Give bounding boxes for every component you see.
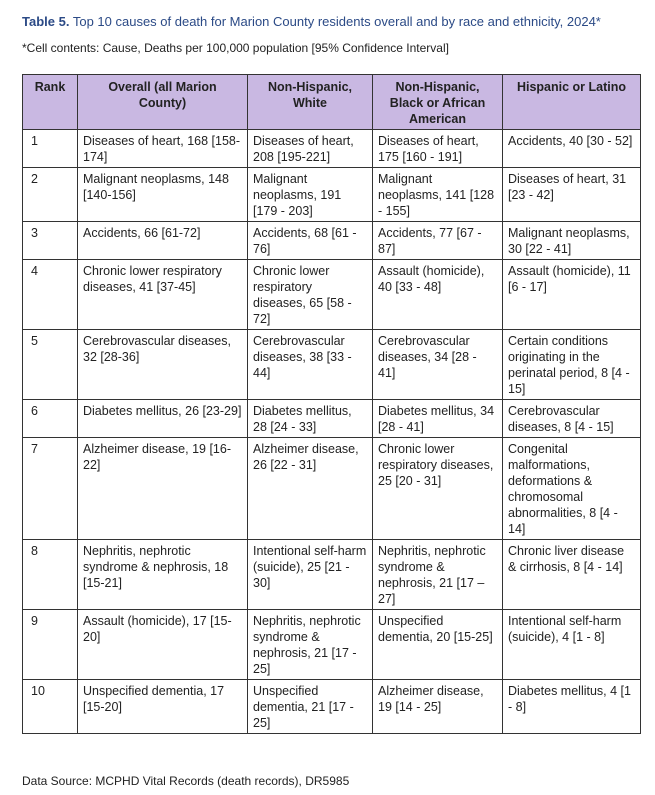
black-cell: Diabetes mellitus, 34 [28 - 41] xyxy=(373,400,503,438)
black-cell: Chronic lower respiratory diseases, 25 [20 - 31] xyxy=(373,438,503,540)
rank-cell: 4 xyxy=(23,260,78,330)
white-cell: Intentional self-harm (suicide), 25 [21 - 30] xyxy=(248,540,373,610)
rank-cell: 7 xyxy=(23,438,78,540)
header-non-hispanic-black: Non-Hispanic, Black or African American xyxy=(373,75,503,130)
table-row xyxy=(23,438,641,540)
black-cell: Diseases of heart, 175 [160 - 191] xyxy=(373,130,503,168)
rank-cell: 2 xyxy=(23,168,78,222)
table-row xyxy=(23,260,641,330)
overall-cell: Accidents, 66 [61-72] xyxy=(78,222,248,260)
white-cell: Nephritis, nephrotic syndrome & nephrosis, 21 [17 - 25] xyxy=(248,610,373,680)
black-cell: Alzheimer disease, 19 [14 - 25] xyxy=(373,680,503,734)
overall-cell: Cerebrovascular diseases, 32 [28-36] xyxy=(78,330,248,400)
overall-cell: Chronic lower respiratory diseases, 41 [37-45] xyxy=(78,260,248,330)
black-cell: Cerebrovascular diseases, 34 [28 - 41] xyxy=(373,330,503,400)
rank-cell: 5 xyxy=(23,330,78,400)
hispanic-cell: Assault (homicide), 11 [6 - 17] xyxy=(503,260,641,330)
table-body xyxy=(23,130,641,734)
overall-cell: Malignant neoplasms, 148 [140-156] xyxy=(78,168,248,222)
table-header-row xyxy=(23,75,641,130)
white-cell: Malignant neoplasms, 191 [179 - 203] xyxy=(248,168,373,222)
hispanic-cell: Certain conditions originating in the perinatal period, 8 [4 - 15] xyxy=(503,330,641,400)
rank-cell: 10 xyxy=(23,680,78,734)
header-rank: Rank xyxy=(23,75,78,130)
hispanic-cell: Malignant neoplasms, 30 [22 - 41] xyxy=(503,222,641,260)
header-non-hispanic-white: Non-Hispanic, White xyxy=(248,75,373,130)
table-row xyxy=(23,130,641,168)
hispanic-cell: Cerebrovascular diseases, 8 [4 - 15] xyxy=(503,400,641,438)
white-cell: Diseases of heart, 208 [195-221] xyxy=(248,130,373,168)
black-cell: Nephritis, nephrotic syndrome & nephrosis, 21 [17 – 27] xyxy=(373,540,503,610)
table-row xyxy=(23,400,641,438)
table-row xyxy=(23,330,641,400)
causes-of-death-table xyxy=(22,74,641,734)
table-row xyxy=(23,168,641,222)
rank-cell: 1 xyxy=(23,130,78,168)
header-overall: Overall (all Marion County) xyxy=(78,75,248,130)
rank-cell: 3 xyxy=(23,222,78,260)
overall-cell: Diseases of heart, 168 [158-174] xyxy=(78,130,248,168)
overall-cell: Diabetes mellitus, 26 [23-29] xyxy=(78,400,248,438)
overall-cell: Alzheimer disease, 19 [16-22] xyxy=(78,438,248,540)
table-row xyxy=(23,680,641,734)
black-cell: Accidents, 77 [67 - 87] xyxy=(373,222,503,260)
white-cell: Accidents, 68 [61 - 76] xyxy=(248,222,373,260)
table-caption-text: Top 10 causes of death for Marion County residents overall and by race and ethnicity, 2024* xyxy=(72,14,601,29)
hispanic-cell: Diseases of heart, 31 [23 - 42] xyxy=(503,168,641,222)
rank-cell: 6 xyxy=(23,400,78,438)
white-cell: Chronic lower respiratory diseases, 65 [58 - 72] xyxy=(248,260,373,330)
hispanic-cell: Accidents, 40 [30 - 52] xyxy=(503,130,641,168)
hispanic-cell: Congenital malformations, deformations & chromosomal abnormalities, 8 [4 - 14] xyxy=(503,438,641,540)
rank-cell: 9 xyxy=(23,610,78,680)
hispanic-cell: Chronic liver disease & cirrhosis, 8 [4 - 14] xyxy=(503,540,641,610)
overall-cell: Unspecified dementia, 17 [15-20] xyxy=(78,680,248,734)
table-row xyxy=(23,610,641,680)
white-cell: Cerebrovascular diseases, 38 [33 - 44] xyxy=(248,330,373,400)
black-cell: Unspecified dementia, 20 [15-25] xyxy=(373,610,503,680)
rank-cell: 8 xyxy=(23,540,78,610)
overall-cell: Assault (homicide), 17 [15-20] xyxy=(78,610,248,680)
table-caption xyxy=(22,13,642,30)
table-row xyxy=(23,540,641,610)
white-cell: Diabetes mellitus, 28 [24 - 33] xyxy=(248,400,373,438)
hispanic-cell: Intentional self-harm (suicide), 4 [1 - 8] xyxy=(503,610,641,680)
white-cell: Unspecified dementia, 21 [17 - 25] xyxy=(248,680,373,734)
header-hispanic-latino: Hispanic or Latino xyxy=(503,75,641,130)
cell-contents-note: *Cell contents: Cause, Deaths per 100,000 population [95% Confidence Interval] xyxy=(22,41,449,55)
table-caption-label: Table 5. xyxy=(22,14,70,29)
data-source-note: Data Source: MCPHD Vital Records (death records), DR5985 xyxy=(22,774,350,788)
black-cell: Assault (homicide), 40 [33 - 48] xyxy=(373,260,503,330)
white-cell: Alzheimer disease, 26 [22 - 31] xyxy=(248,438,373,540)
overall-cell: Nephritis, nephrotic syndrome & nephrosis, 18 [15-21] xyxy=(78,540,248,610)
black-cell: Malignant neoplasms, 141 [128 - 155] xyxy=(373,168,503,222)
table-row xyxy=(23,222,641,260)
hispanic-cell: Diabetes mellitus, 4 [1 - 8] xyxy=(503,680,641,734)
